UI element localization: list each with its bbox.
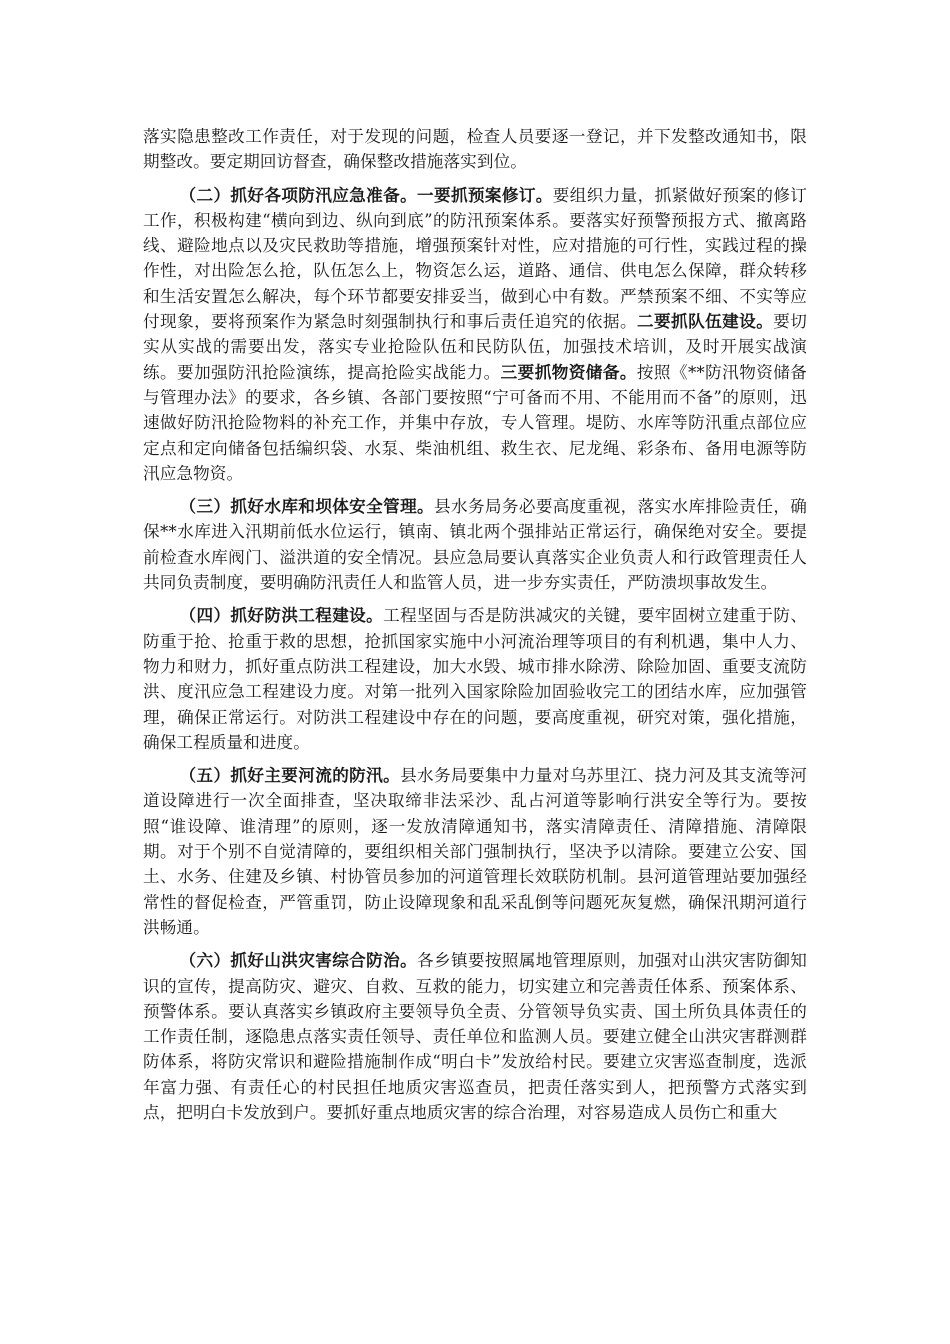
text-run: 按照《**防汛物资储备与管理办法》的要求，各乡镇、各部门要按照“宁可备而不用、不能用而不备”的原则，迅速做好防汛抢险物料的补充工作，并集中存放，专人管理。堤防、水库等防汛重点部位应定点和定向储备包括编织袋、水泵、柴油机组、救生衣、尼龙绳、彩条布、备用电源等防汛应急物资。 [143, 362, 807, 483]
bold-heading: 三要抓物资储备。 [500, 361, 637, 382]
bold-heading: （三）抓好水库和坝体安全管理。 [179, 496, 435, 517]
document-page [143, 124, 807, 1133]
text-run: 各乡镇要按照属地管理原则，加强对山洪灾害防御知识的宣传，提高防灾、避灾、自救、互救的能力，切实建立和完善责任体系、预案体系、预警体系。要认真落实乡镇政府主要领导负全责、分管领导负实责、国土所负具体责任的工作责任制，逐隐患点落实责任领导、责任单位和监测人员。要建立健全山洪灾害群测群防体系，将防灾常识和避险措施制作成“明白卡”发放给村民。要建立灾害巡查制度，选派年富力强、有责任心的村民担任地质灾害巡查员，把责任落实到人，把预警方式落实到点，把明白卡发放到户。要抓好重点地质灾害的综合治理，对容易造成人员伤亡和重大 [143, 951, 807, 1122]
paragraph-p3 [143, 603, 807, 755]
bold-heading: （二）抓好各项防汛应急准备。一要抓预案修订。 [179, 184, 553, 205]
text-run: 落实隐患整改工作责任，对于发现的问题，检查人员要逐一登记，并下发整改通知书，限期整改。要定期回访督查，确保整改措施落实到位。 [143, 127, 807, 172]
bold-heading: （六）抓好山洪灾害综合防治。 [179, 950, 418, 971]
paragraph-p2 [143, 494, 807, 595]
bold-heading: 二要抓队伍建设。 [636, 311, 774, 332]
paragraph-p4 [143, 763, 807, 940]
text-run: 要切实从实战的需要出发，落实专业抢险队伍和民防队伍，加强技术培训，及时开展实战演练。要加强防汛抢险演练，提高抢险实战能力。 [143, 312, 807, 382]
text-run: 县水务局要集中力量对乌苏里江、挠力河及其支流等河道设障进行一次全面排查，坚决取缔非法采沙、乱占河道等影响行洪安全等行为。要按照“谁设障、谁清理”的原则，逐一发放清障通知书，落实清障责任、清障措施、清障限期。对于个别不自觉清障的，要组织相关部门强制执行，坚决予以清除。要建立公安、国土、水务、住建及乡镇、村协管员参加的河道管理长效联防机制。县河道管理站要加强经常性的督促检查，严管重罚，防止设障现象和乱采乱倒等问题死灰复燃，确保汛期河道行洪畅通。 [143, 766, 807, 937]
text-run: 工程坚固与否是防洪减灾的关键，要牢固树立建重于防、防重于抢、抢重于救的思想，抢抓国家实施中小河流治理等项目的有利机遇，集中人力、物力和财力，抓好重点防洪工程建设，加大水毁、城市排水除涝、除险加固、重要支流防洪、度汛应急工程建设力度。对第一批列入国家除险加固验收完工的团结水库，应加强管理，确保正常运行。对防洪工程建设中存在的问题，要高度重视，研究对策，强化措施，确保工程质量和进度。 [143, 606, 808, 752]
paragraph-p1 [143, 183, 807, 487]
bold-heading: （五）抓好主要河流的防汛。 [179, 765, 401, 786]
paragraph-p5 [143, 948, 807, 1125]
bold-heading: （四）抓好防洪工程建设。 [179, 605, 384, 626]
text-run: 要组织力量，抓紧做好预案的修订工作，积极构建“横向到边、纵向到底”的防汛预案体系。要落实好预警预报方式、撤离路线、避险地点以及灾民救助等措施，增强预案针对性，应对措施的可行性，实践过程的操作性，对出险怎么抢，队伍怎么上，物资怎么运，道路、通信、供电怎么保障，群众转移和生活安置怎么解决，每个环节都要安排妥当，做到心中有数。严禁预案不细、不实等应付现象，要将预案作为紧急时刻强制执行和事后责任追究的依据。 [143, 185, 808, 332]
paragraph-p0 [143, 124, 807, 175]
text-run: 县水务局务必要高度重视，落实水库排险责任，确保**水库进入汛期前低水位运行，镇南、镇北两个强排站正常运行，确保绝对安全。要提前检查水库阀门、溢洪道的安全情况。县应急局要认真落实企业负责人和行政管理责任人共同负责制度，要明确防汛责任人和监管人员，进一步夯实责任，严防溃坝事故发生。 [143, 497, 808, 593]
